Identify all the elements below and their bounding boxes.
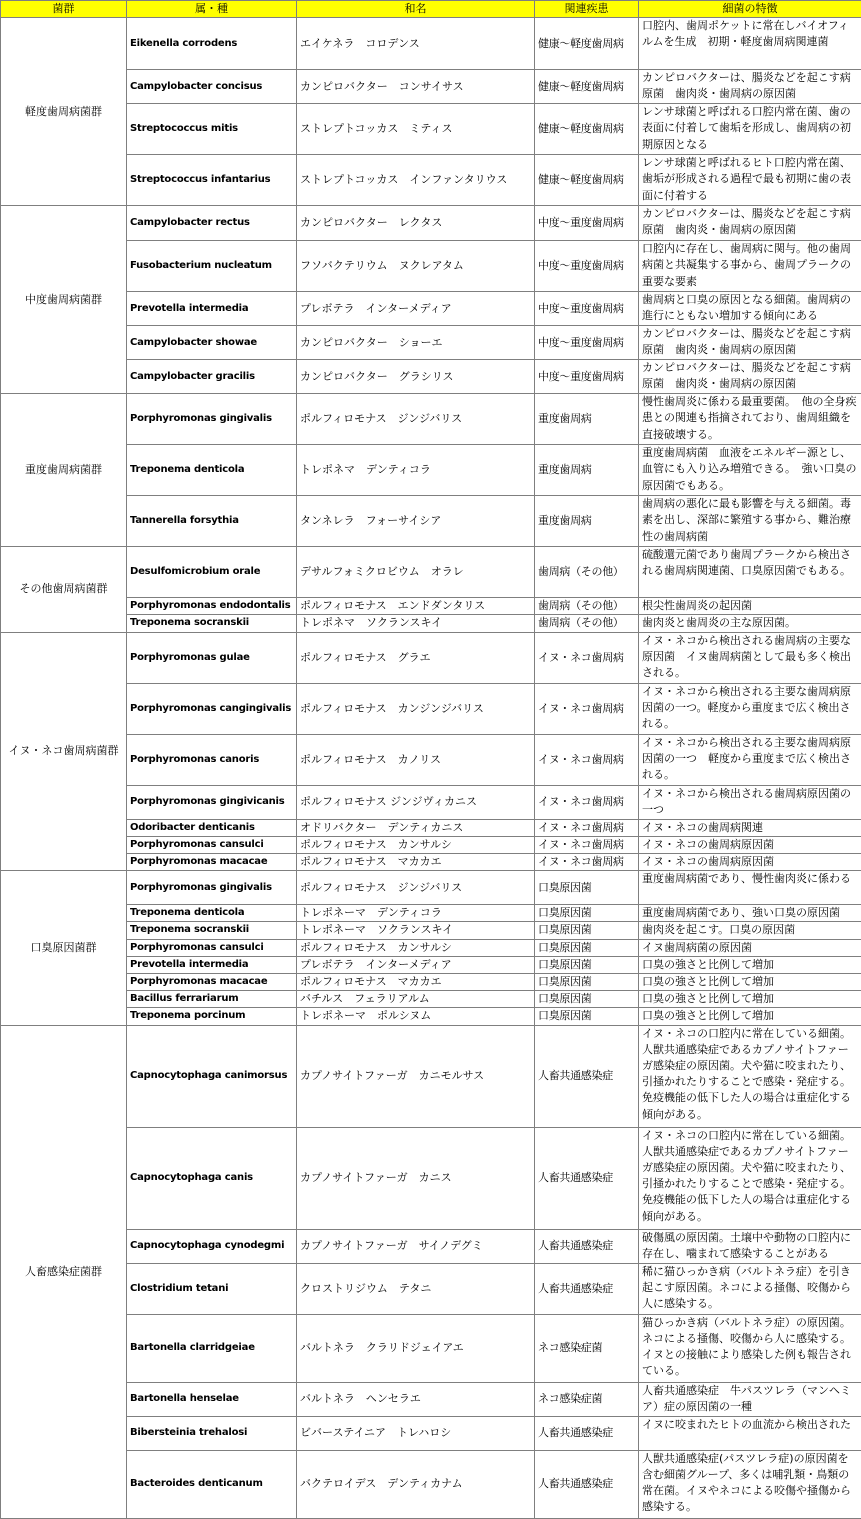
table-row bbox=[1, 1314, 861, 1382]
disease-cell: 口臭原因菌 bbox=[535, 956, 639, 973]
group-name: 人畜感染症菌群 bbox=[1, 1025, 127, 1518]
disease-cell: 口臭原因菌 bbox=[535, 922, 639, 939]
feature-cell: イヌ・ネコの歯周病関連 bbox=[639, 819, 861, 836]
feature-cell: カンピロバクターは、腸炎などを起こす病原菌 歯肉炎・歯周病の原因菌 bbox=[639, 360, 861, 394]
table-row bbox=[1, 922, 861, 939]
disease-cell: 重度歯周病 bbox=[535, 445, 639, 496]
species-cell: Porphyromonas cansulci bbox=[127, 836, 297, 853]
feature-cell: 根尖性歯周炎の起因菌 bbox=[639, 598, 861, 615]
species-cell: Prevotella intermedia bbox=[127, 292, 297, 326]
disease-cell: 人畜共通感染症 bbox=[535, 1127, 639, 1229]
table-row bbox=[1, 496, 861, 547]
table-row bbox=[1, 598, 861, 615]
disease-cell: 歯周病（その他） bbox=[535, 615, 639, 632]
feature-cell: イヌ・ネコの口腔内に常在している細菌。人獣共通感染症であるカプノサイトファーガ感染症の原因菌。犬や猫に咬まれたり、引掻かれたりすることで感染・発症する。免疫機能の低下した人の場合は重症化する傾向がある。 bbox=[639, 1127, 861, 1229]
japanese-name-cell: バチルス フェラリアルム bbox=[297, 991, 535, 1008]
table-row bbox=[1, 360, 861, 394]
table-row bbox=[1, 1127, 861, 1229]
table-row bbox=[1, 104, 861, 155]
species-cell: Bartonella clarridgeiae bbox=[127, 1314, 297, 1382]
species-cell: Campylobacter gracilis bbox=[127, 360, 297, 394]
disease-cell: 中度～重度歯周病 bbox=[535, 326, 639, 360]
japanese-name-cell: ポルフィロモナス ジンジバリス bbox=[297, 871, 535, 905]
species-cell: Porphyromonas cangingivalis bbox=[127, 683, 297, 734]
feature-cell: 重度歯周病菌であり、慢性歯肉炎に係わる bbox=[639, 871, 861, 905]
feature-cell: 口臭の強さと比例して増加 bbox=[639, 1008, 861, 1025]
group-name: 重度歯周病菌群 bbox=[1, 394, 127, 547]
disease-cell: 人畜共通感染症 bbox=[535, 1263, 639, 1314]
disease-cell: 歯周病（その他） bbox=[535, 598, 639, 615]
species-cell: Treponema socranskii bbox=[127, 615, 297, 632]
group-name: 口臭原因菌群 bbox=[1, 871, 127, 1025]
disease-cell: 口臭原因菌 bbox=[535, 1008, 639, 1025]
japanese-name-cell: タンネレラ フォーサイシア bbox=[297, 496, 535, 547]
species-cell: Porphyromonas gingivicanis bbox=[127, 785, 297, 819]
disease-cell: イヌ・ネコ歯周病 bbox=[535, 734, 639, 785]
japanese-name-cell: カンピロバクター コンサイサス bbox=[297, 70, 535, 104]
feature-cell: レンサ球菌と呼ばれるヒト口腔内常在菌、歯垢が形成される過程で最も初期に歯の表面に付着する bbox=[639, 155, 861, 206]
species-cell: Prevotella intermedia bbox=[127, 956, 297, 973]
species-cell: Capnocytophaga canis bbox=[127, 1127, 297, 1229]
disease-cell: 健康～軽度歯周病 bbox=[535, 18, 639, 70]
species-cell: Fusobacterium nucleatum bbox=[127, 241, 297, 292]
japanese-name-cell: ポルフィロモナス マカカエ bbox=[297, 854, 535, 871]
table-body bbox=[1, 18, 861, 1518]
feature-cell: 破傷風の原因菌。土壌中や動物の口腔内に存在し、噛まれて感染することがある bbox=[639, 1229, 861, 1263]
japanese-name-cell: カンピロバクター グラシリス bbox=[297, 360, 535, 394]
header-group: 菌群 bbox=[1, 1, 127, 18]
disease-cell: 口臭原因菌 bbox=[535, 871, 639, 905]
japanese-name-cell: ストレプトコッカス インファンタリウス bbox=[297, 155, 535, 206]
table-row bbox=[1, 819, 861, 836]
feature-cell: 稀に猫ひっかき病（バルトネラ症）を引き起こす原因菌。ネコによる掻傷、咬傷から人に感染する。 bbox=[639, 1263, 861, 1314]
table-row bbox=[1, 445, 861, 496]
table-row bbox=[1, 956, 861, 973]
japanese-name-cell: ポルフィロモナス ジンジヴィカニス bbox=[297, 785, 535, 819]
species-cell: Bacteroides denticanum bbox=[127, 1450, 297, 1518]
group-name: その他歯周病菌群 bbox=[1, 547, 127, 632]
japanese-name-cell: バルトネラ クラリドジェイアエ bbox=[297, 1314, 535, 1382]
japanese-name-cell: ポルフィロモナス カンジンジバリス bbox=[297, 683, 535, 734]
table-row bbox=[1, 547, 861, 598]
species-cell: Campylobacter concisus bbox=[127, 70, 297, 104]
disease-cell: イヌ・ネコ歯周病 bbox=[535, 683, 639, 734]
species-cell: Porphyromonas macacae bbox=[127, 974, 297, 991]
japanese-name-cell: トレポネーマ ポルシヌム bbox=[297, 1008, 535, 1025]
japanese-name-cell: カプノサイトファーガ カニモルサス bbox=[297, 1025, 535, 1127]
group-name: 軽度歯周病菌群 bbox=[1, 18, 127, 206]
japanese-name-cell: ポルフィロモナス カンサルシ bbox=[297, 836, 535, 853]
japanese-name-cell: ポルフィロモナス ジンジバリス bbox=[297, 394, 535, 445]
table-row bbox=[1, 871, 861, 905]
species-cell: Bartonella henselae bbox=[127, 1382, 297, 1416]
disease-cell: 口臭原因菌 bbox=[535, 974, 639, 991]
disease-cell: 口臭原因菌 bbox=[535, 939, 639, 956]
table-row bbox=[1, 1025, 861, 1127]
japanese-name-cell: ビバーステイニア トレハロシ bbox=[297, 1416, 535, 1450]
table-row bbox=[1, 70, 861, 104]
japanese-name-cell: フソバクテリウム ヌクレアタム bbox=[297, 241, 535, 292]
feature-cell: イヌ・ネコから検出される主要な歯周病原因菌の一つ。軽度から重度まで広く検出される。 bbox=[639, 683, 861, 734]
group-name: 中度歯周病菌群 bbox=[1, 206, 127, 394]
header-japanese-name: 和名 bbox=[297, 1, 535, 18]
disease-cell: 口臭原因菌 bbox=[535, 991, 639, 1008]
disease-cell: 人畜共通感染症 bbox=[535, 1229, 639, 1263]
disease-cell: 重度歯周病 bbox=[535, 496, 639, 547]
japanese-name-cell: バルトネラ ヘンセラエ bbox=[297, 1382, 535, 1416]
table-row bbox=[1, 905, 861, 922]
disease-cell: イヌ・ネコ歯周病 bbox=[535, 854, 639, 871]
feature-cell: 重度歯周病菌 血液をエネルギー源とし、血管にも入り込み増殖できる。 強い口臭の原因菌でもある。 bbox=[639, 445, 861, 496]
table-row bbox=[1, 1229, 861, 1263]
feature-cell: イヌに咬まれたヒトの血流から検出された bbox=[639, 1416, 861, 1450]
japanese-name-cell: カプノサイトファーガ サイノデグミ bbox=[297, 1229, 535, 1263]
species-cell: Tannerella forsythia bbox=[127, 496, 297, 547]
table-row bbox=[1, 836, 861, 853]
japanese-name-cell: エイケネラ コロデンス bbox=[297, 18, 535, 70]
table-row bbox=[1, 1416, 861, 1450]
table-row bbox=[1, 683, 861, 734]
table-row bbox=[1, 632, 861, 683]
disease-cell: 人畜共通感染症 bbox=[535, 1450, 639, 1518]
species-cell: Bibersteinia trehalosi bbox=[127, 1416, 297, 1450]
species-cell: Capnocytophaga canimorsus bbox=[127, 1025, 297, 1127]
japanese-name-cell: デサルフォミクロビウム オラレ bbox=[297, 547, 535, 598]
species-cell: Porphyromonas gingivalis bbox=[127, 394, 297, 445]
disease-cell: 健康～軽度歯周病 bbox=[535, 104, 639, 155]
table-row bbox=[1, 939, 861, 956]
feature-cell: 口腔内に存在し、歯周病に関与。他の歯周病菌と共凝集する事から、歯周プラークの重要な要素 bbox=[639, 241, 861, 292]
table-row bbox=[1, 241, 861, 292]
feature-cell: イヌ・ネコの歯周病原因菌 bbox=[639, 836, 861, 853]
species-cell: Streptococcus infantarius bbox=[127, 155, 297, 206]
feature-cell: 人畜共通感染症 牛パスツレラ（マンヘミア）症の原因菌の一種 bbox=[639, 1382, 861, 1416]
species-cell: Campylobacter showae bbox=[127, 326, 297, 360]
japanese-name-cell: トレポネマ デンティコラ bbox=[297, 445, 535, 496]
table-row bbox=[1, 1263, 861, 1314]
feature-cell: 慢性歯周炎に係わる最重要菌。 他の全身疾患との関連も指摘されており、歯周組織を直接破壊する。 bbox=[639, 394, 861, 445]
species-cell: Treponema denticola bbox=[127, 905, 297, 922]
disease-cell: 人畜共通感染症 bbox=[535, 1416, 639, 1450]
japanese-name-cell: ポルフィロモナス エンドダンタリス bbox=[297, 598, 535, 615]
japanese-name-cell: バクテロイデス デンティカナム bbox=[297, 1450, 535, 1518]
table-row bbox=[1, 785, 861, 819]
japanese-name-cell: ポルフィロモナス カノリス bbox=[297, 734, 535, 785]
feature-cell: 歯周病と口臭の原因となる細菌。歯周病の進行にともない増加する傾向にある bbox=[639, 292, 861, 326]
header-row bbox=[1, 1, 861, 18]
feature-cell: イヌ・ネコから検出される歯周病の主要な原因菌 イヌ歯周病菌として最も多く検出される。 bbox=[639, 632, 861, 683]
feature-cell: 口臭の強さと比例して増加 bbox=[639, 991, 861, 1008]
disease-cell: 健康～軽度歯周病 bbox=[535, 70, 639, 104]
japanese-name-cell: ポルフィロモナス マカカエ bbox=[297, 974, 535, 991]
table-row bbox=[1, 206, 861, 241]
species-cell: Porphyromonas canoris bbox=[127, 734, 297, 785]
table-row bbox=[1, 734, 861, 785]
table-row bbox=[1, 991, 861, 1008]
disease-cell: 人畜共通感染症 bbox=[535, 1025, 639, 1127]
japanese-name-cell: カプノサイトファーガ カニス bbox=[297, 1127, 535, 1229]
disease-cell: 中度～重度歯周病 bbox=[535, 206, 639, 241]
japanese-name-cell: カンピロバクター レクタス bbox=[297, 206, 535, 241]
feature-cell: 猫ひっかき病（バルトネラ症）の原因菌。ネコによる掻傷、咬傷から人に感染する。イヌとの接触により感染した例も報告されている。 bbox=[639, 1314, 861, 1382]
header-species: 属・種 bbox=[127, 1, 297, 18]
disease-cell: イヌ・ネコ歯周病 bbox=[535, 785, 639, 819]
japanese-name-cell: プレボテラ インターメディア bbox=[297, 956, 535, 973]
species-cell: Streptococcus mitis bbox=[127, 104, 297, 155]
japanese-name-cell: クロストリジウム テタニ bbox=[297, 1263, 535, 1314]
species-cell: Odoribacter denticanis bbox=[127, 819, 297, 836]
species-cell: Campylobacter rectus bbox=[127, 206, 297, 241]
header-related-disease: 関連疾患 bbox=[535, 1, 639, 18]
species-cell: Porphyromonas endodontalis bbox=[127, 598, 297, 615]
disease-cell: ネコ感染症菌 bbox=[535, 1382, 639, 1416]
table-row bbox=[1, 1008, 861, 1025]
feature-cell: レンサ球菌と呼ばれる口腔内常在菌、歯の表面に付着して歯垢を形成し、歯周病の初期原因となる bbox=[639, 104, 861, 155]
species-cell: Porphyromonas macacae bbox=[127, 854, 297, 871]
species-cell: Porphyromonas gingivalis bbox=[127, 871, 297, 905]
japanese-name-cell: トレポネーマ ソクランスキイ bbox=[297, 922, 535, 939]
feature-cell: カンピロバクターは、腸炎などを起こす病原菌 歯肉炎・歯周病の原因菌 bbox=[639, 326, 861, 360]
japanese-name-cell: トレポネーマ デンティコラ bbox=[297, 905, 535, 922]
species-cell: Porphyromonas gulae bbox=[127, 632, 297, 683]
feature-cell: 人獣共通感染症(パスツレラ症)の原因菌を含む細菌グループ、多くは哺乳類・鳥類の常在菌。イヌやネコによる咬傷や掻傷から感染する。 bbox=[639, 1450, 861, 1518]
feature-cell: 口臭の強さと比例して増加 bbox=[639, 974, 861, 991]
japanese-name-cell: トレポネマ ソクランスキイ bbox=[297, 615, 535, 632]
table-row bbox=[1, 18, 861, 70]
disease-cell: 中度～重度歯周病 bbox=[535, 292, 639, 326]
feature-cell: 重度歯周病菌であり、強い口臭の原因菌 bbox=[639, 905, 861, 922]
table-row bbox=[1, 615, 861, 632]
species-cell: Porphyromonas cansulci bbox=[127, 939, 297, 956]
species-cell: Desulfomicrobium orale bbox=[127, 547, 297, 598]
table-row bbox=[1, 854, 861, 871]
feature-cell: 歯周病の悪化に最も影響を与える細菌。毒素を出し、深部に繁殖する事から、難治療性の歯周病菌 bbox=[639, 496, 861, 547]
disease-cell: 重度歯周病 bbox=[535, 394, 639, 445]
japanese-name-cell: ポルフィロモナス カンサルシ bbox=[297, 939, 535, 956]
table-row bbox=[1, 394, 861, 445]
species-cell: Treponema denticola bbox=[127, 445, 297, 496]
disease-cell: ネコ感染症菌 bbox=[535, 1314, 639, 1382]
japanese-name-cell: オドリバクター デンティカニス bbox=[297, 819, 535, 836]
species-cell: Eikenella corrodens bbox=[127, 18, 297, 70]
japanese-name-cell: カンピロバクター ショーエ bbox=[297, 326, 535, 360]
feature-cell: イヌ・ネコの口腔内に常在している細菌。人獣共通感染症であるカプノサイトファーガ感染症の原因菌。犬や猫に咬まれたり、引掻かれたりすることで感染・発症する。免疫機能の低下した人の場合は重症化する傾向がある。 bbox=[639, 1025, 861, 1127]
disease-cell: イヌ・ネコ歯周病 bbox=[535, 836, 639, 853]
table-row bbox=[1, 974, 861, 991]
table-row bbox=[1, 1382, 861, 1416]
feature-cell: 歯肉炎と歯周炎の主な原因菌。 bbox=[639, 615, 861, 632]
species-cell: Bacillus ferrariarum bbox=[127, 991, 297, 1008]
disease-cell: 中度～重度歯周病 bbox=[535, 360, 639, 394]
group-name: イヌ・ネコ歯周病菌群 bbox=[1, 632, 127, 871]
species-cell: Clostridium tetani bbox=[127, 1263, 297, 1314]
species-cell: Treponema porcinum bbox=[127, 1008, 297, 1025]
feature-cell: カンピロバクターは、腸炎などを起こす病原菌 歯肉炎・歯周病の原因菌 bbox=[639, 206, 861, 241]
feature-cell: 硫酸還元菌であり歯周プラークから検出される歯周病関連菌、口臭原因菌でもある。 bbox=[639, 547, 861, 598]
feature-cell: イヌ・ネコから検出される歯周病原因菌の一つ bbox=[639, 785, 861, 819]
japanese-name-cell: ストレプトコッカス ミティス bbox=[297, 104, 535, 155]
feature-cell: 歯肉炎を起こす。口臭の原因菌 bbox=[639, 922, 861, 939]
feature-cell: イヌ・ネコから検出される主要な歯周病原因菌の一つ 軽度から重度まで広く検出される。 bbox=[639, 734, 861, 785]
species-cell: Treponema socranskii bbox=[127, 922, 297, 939]
japanese-name-cell: ポルフィロモナス グラエ bbox=[297, 632, 535, 683]
disease-cell: イヌ・ネコ歯周病 bbox=[535, 632, 639, 683]
disease-cell: 中度～重度歯周病 bbox=[535, 241, 639, 292]
feature-cell: 口腔内、歯周ポケットに常在しバイオフィルムを生成 初期・軽度歯周病関連菌 bbox=[639, 18, 861, 70]
species-cell: Capnocytophaga cynodegmi bbox=[127, 1229, 297, 1263]
feature-cell: イヌ・ネコの歯周病原因菌 bbox=[639, 854, 861, 871]
table-row bbox=[1, 326, 861, 360]
table-row bbox=[1, 1450, 861, 1518]
disease-cell: 健康～軽度歯周病 bbox=[535, 155, 639, 206]
feature-cell: カンピロバクターは、腸炎などを起こす病原菌 歯肉炎・歯周病の原因菌 bbox=[639, 70, 861, 104]
feature-cell: 口臭の強さと比例して増加 bbox=[639, 956, 861, 973]
japanese-name-cell: プレボテラ インターメディア bbox=[297, 292, 535, 326]
disease-cell: 口臭原因菌 bbox=[535, 905, 639, 922]
table-row bbox=[1, 292, 861, 326]
feature-cell: イヌ歯周病菌の原因菌 bbox=[639, 939, 861, 956]
disease-cell: イヌ・ネコ歯周病 bbox=[535, 819, 639, 836]
header-features: 細菌の特徴 bbox=[639, 1, 861, 18]
table-row bbox=[1, 155, 861, 206]
disease-cell: 歯周病（その他） bbox=[535, 547, 639, 598]
